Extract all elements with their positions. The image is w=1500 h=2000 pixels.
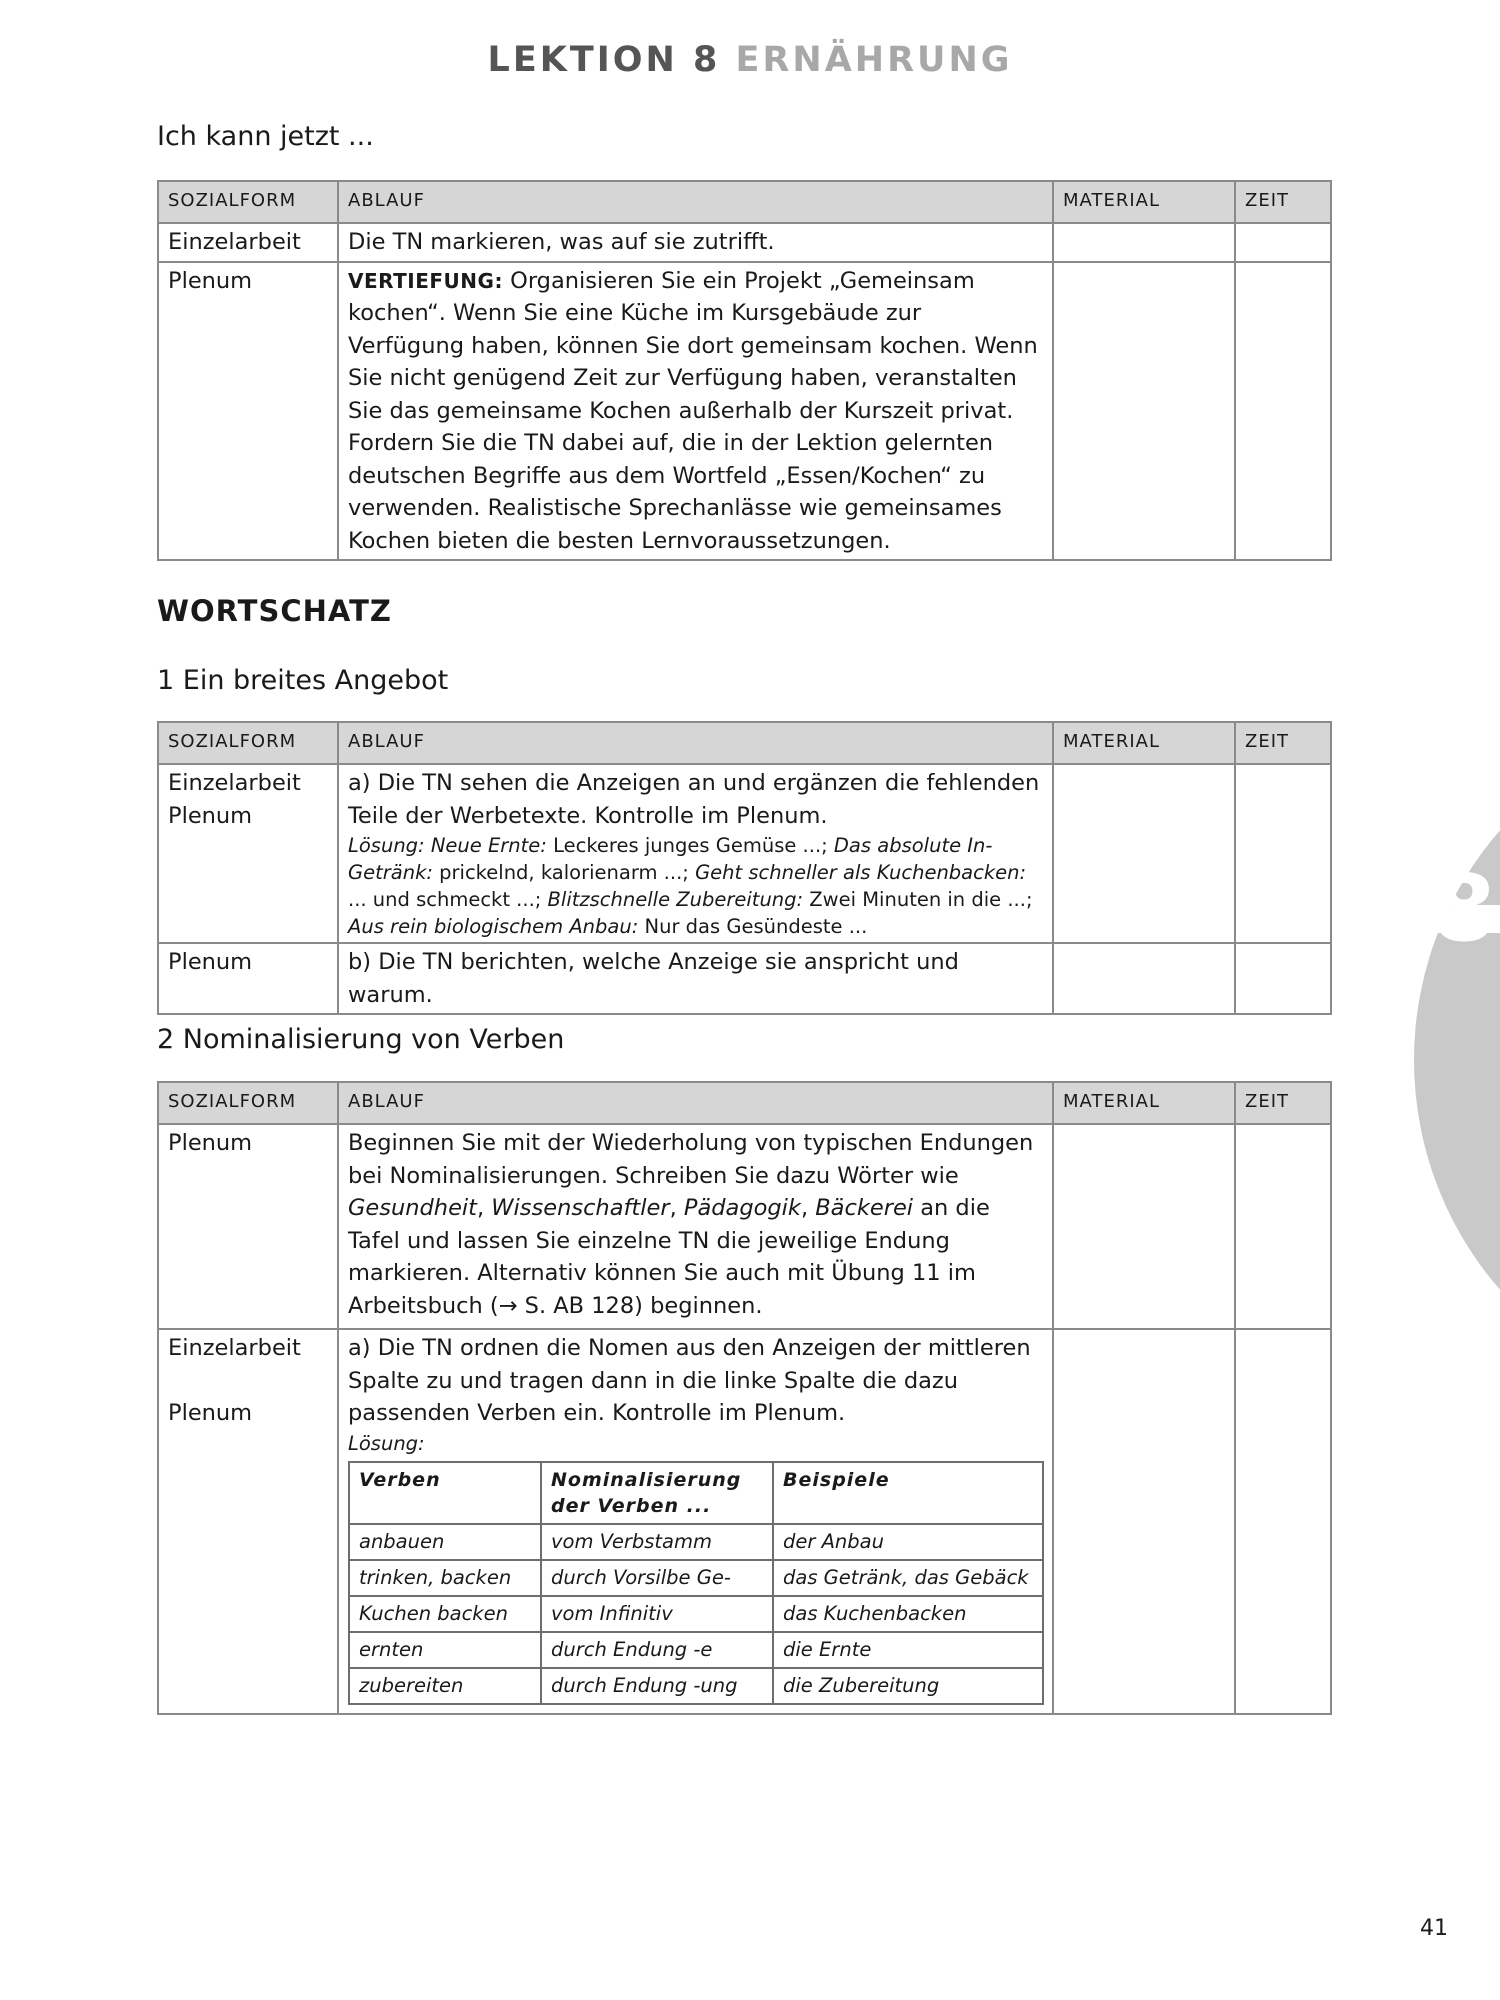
section-title-wortschatz: WORTSCHATZ <box>157 594 392 628</box>
header-ablauf: ABLAUF <box>338 181 1053 223</box>
cell-zeit <box>1235 764 1331 943</box>
solution-cell: trinken, backen <box>349 1560 541 1596</box>
sozialform-plenum: Plenum <box>168 802 253 829</box>
chapter-tab-shape <box>1414 710 1500 1410</box>
task-a-text: a) Die TN sehen die Anzeigen an und ergänzen die fehlenden Teile der Werbetexte. Kontrolle im Plenum. <box>348 770 1040 829</box>
solution-row <box>349 1524 1043 1560</box>
solution-cell: vom Infinitiv <box>541 1596 773 1632</box>
sozialform-einzelarbeit: Einzelarbeit <box>168 770 301 796</box>
sozialform-plenum: Plenum <box>168 1399 253 1426</box>
table-row <box>158 262 1331 561</box>
solution-cell: durch Endung -e <box>541 1632 773 1668</box>
cell-ablauf: Beginnen Sie mit der Wiederholung von typischen Endungen bei Nominalisierungen. Schreiben Sie dazu Wörter wie Gesundheit, Wissenschaftler, Pädagogik, Bäckerei an die Tafel und lassen Sie einzelne TN die jeweilige Endung markieren. Alternativ können Sie auch mit Übung 11 im Arbeitsbuch (→ S. AB 128) beginnen. <box>338 1124 1053 1329</box>
table-row <box>158 943 1331 1014</box>
task-a-text: a) Die TN ordnen die Nomen aus den Anzeigen der mittleren Spalte zu und tragen dann in die linke Spalte die dazu passenden Verben ein. Kontrolle im Plenum. <box>348 1335 1031 1426</box>
cell-zeit <box>1235 262 1331 561</box>
header-sozialform: SOZIALFORM <box>158 181 338 223</box>
section-title-ich-kann-jetzt: Ich kann jetzt ... <box>157 121 374 152</box>
table-row <box>158 223 1331 262</box>
solution-cell: die Ernte <box>773 1632 1043 1668</box>
solution-header: Nominalisierung der Verben ... <box>541 1462 773 1524</box>
cell-material <box>1053 1124 1235 1329</box>
page-number: 41 <box>1420 1916 1448 1941</box>
solution-cell: Kuchen backen <box>349 1596 541 1632</box>
header-ablauf: ABLAUF <box>338 1082 1053 1124</box>
vertiefung-text: Organisieren Sie ein Projekt „Gemeinsam kochen“. Wenn Sie eine Küche im Kursgebäude zur Verfügung haben, können Sie dort gemeinsam kochen. Wenn Sie nicht genügend Zeit zur Verfügung haben, veranstalten Sie das gemeinsame Kochen außerhalb der Kurszeit privat. Fordern Sie die TN dabei auf, die in der Lektion gelernten deutschen Begriffe aus dem Wortfeld „Essen/Kochen“ zu verwenden. Realistische Sprechanlässe wie gemeinsames Kochen bieten die besten Lernvoraussetzungen. <box>348 267 1038 554</box>
solution-header: Beispiele <box>773 1462 1043 1524</box>
cell-sozialform: Einzelarbeit <box>158 223 338 262</box>
table-row <box>158 764 1331 943</box>
solution-cell: das Getränk, das Gebäck <box>773 1560 1043 1596</box>
solution-cell: die Zubereitung <box>773 1668 1043 1704</box>
cell-material <box>1053 764 1235 943</box>
solution-table <box>348 1461 1044 1705</box>
cell-sozialform <box>158 764 338 943</box>
solution-cell: zubereiten <box>349 1668 541 1704</box>
lesson-table-nominalisierung <box>157 1081 1332 1715</box>
solution-cell: anbauen <box>349 1524 541 1560</box>
cell-material <box>1053 262 1235 561</box>
header-zeit: ZEIT <box>1235 181 1331 223</box>
solution-row <box>349 1596 1043 1632</box>
vertiefung-label: VERTIEFUNG: <box>348 268 503 293</box>
solution-cell: durch Endung -ung <box>541 1668 773 1704</box>
cell-sozialform: Plenum <box>158 943 338 1014</box>
header-material: MATERIAL <box>1053 722 1235 764</box>
solution-cell: vom Verbstamm <box>541 1524 773 1560</box>
lesson-table-ich-kann-jetzt <box>157 180 1332 561</box>
cell-material <box>1053 1329 1235 1714</box>
lesson-header <box>0 40 1500 80</box>
cell-sozialform <box>158 1329 338 1714</box>
table-row <box>158 1329 1331 1714</box>
table-row <box>158 1124 1331 1329</box>
cell-ablauf: b) Die TN berichten, welche Anzeige sie anspricht und warum. <box>338 943 1053 1014</box>
cell-ablauf <box>338 1329 1053 1714</box>
solution-cell: der Anbau <box>773 1524 1043 1560</box>
cell-ablauf <box>338 262 1053 561</box>
section-title-nominalisierung: 2 Nominalisierung von Verben <box>157 1024 565 1055</box>
header-sozialform: SOZIALFORM <box>158 722 338 764</box>
cell-material <box>1053 943 1235 1014</box>
cell-zeit <box>1235 943 1331 1014</box>
header-sozialform: SOZIALFORM <box>158 1082 338 1124</box>
solution-label: Lösung: <box>348 1431 425 1455</box>
cell-zeit <box>1235 1329 1331 1714</box>
cell-sozialform: Plenum <box>158 262 338 561</box>
cell-material <box>1053 223 1235 262</box>
solution-cell: durch Vorsilbe Ge- <box>541 1560 773 1596</box>
solution-cell: ernten <box>349 1632 541 1668</box>
solution-cell: das Kuchenbacken <box>773 1596 1043 1632</box>
header-zeit: ZEIT <box>1235 1082 1331 1124</box>
cell-ablauf: Die TN markieren, was auf sie zutrifft. <box>338 223 1053 262</box>
chapter-tab-number: 8 <box>1432 855 1497 962</box>
header-ablauf: ABLAUF <box>338 722 1053 764</box>
solution-row <box>349 1632 1043 1668</box>
cell-ablauf <box>338 764 1053 943</box>
cell-sozialform: Plenum <box>158 1124 338 1329</box>
solution-row <box>349 1668 1043 1704</box>
header-material: MATERIAL <box>1053 1082 1235 1124</box>
sozialform-einzelarbeit: Einzelarbeit <box>168 1335 301 1361</box>
cell-zeit <box>1235 223 1331 262</box>
cell-zeit <box>1235 1124 1331 1329</box>
section-title-angebot: 1 Ein breites Angebot <box>157 665 449 696</box>
lesson-topic: ERNÄHRUNG <box>735 40 1013 80</box>
header-zeit: ZEIT <box>1235 722 1331 764</box>
header-material: MATERIAL <box>1053 181 1235 223</box>
solution-text: Lösung: Neue Ernte: Leckeres junges Gemüse ...; Das absolute In-Getränk: prickelnd, kalorienarm ...; Geht schneller als Kuchenbacken: ... und schmeckt ...; Blitzschnelle Zubereitung: Zwei Minuten in die ...; Aus rein biologischem Anbau: Nur das Gesündeste ... <box>348 834 1033 938</box>
solution-row <box>349 1560 1043 1596</box>
lesson-table-angebot <box>157 721 1332 1015</box>
lesson-number: LEKTION 8 <box>487 40 721 80</box>
solution-header: Verben <box>349 1462 541 1524</box>
